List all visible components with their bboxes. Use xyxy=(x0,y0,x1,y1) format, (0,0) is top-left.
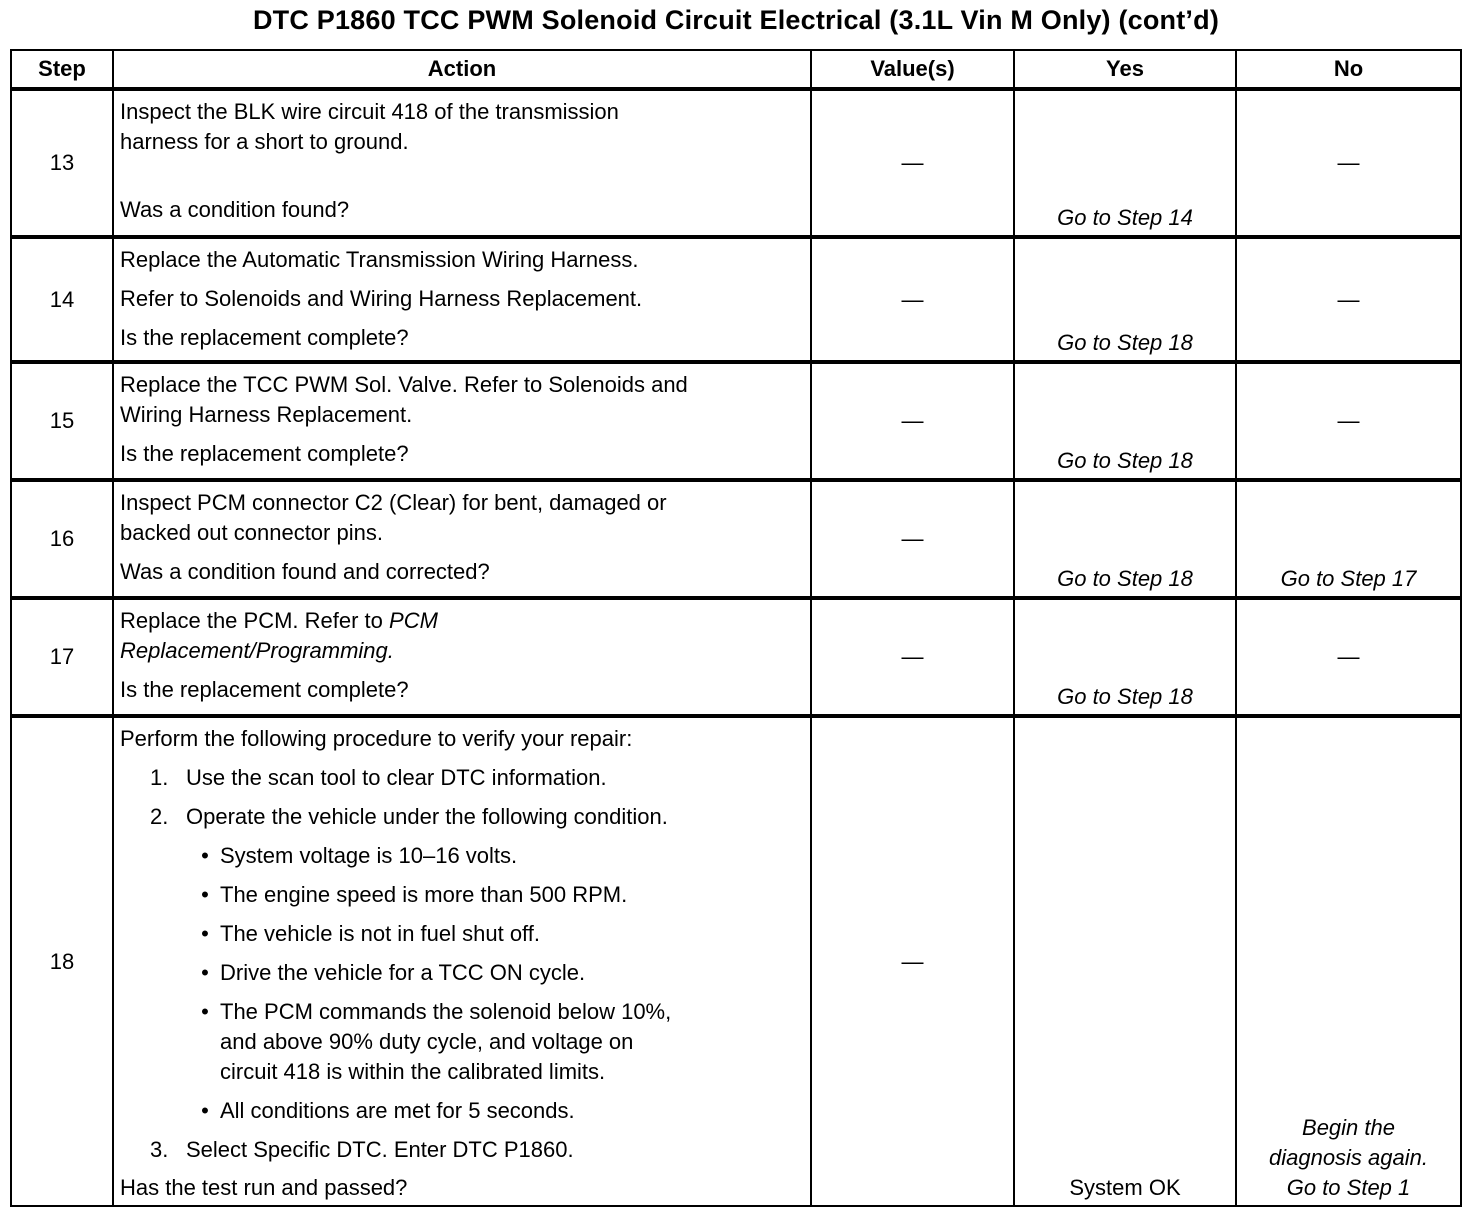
values-cell: — xyxy=(811,362,1014,480)
bullet-icon: • xyxy=(201,999,209,1024)
values-cell: — xyxy=(811,598,1014,716)
values-cell: — xyxy=(811,237,1014,362)
table-row xyxy=(11,598,1461,716)
item-number: 2. xyxy=(150,804,169,829)
no-cell: — xyxy=(1236,362,1461,480)
yes-cell: Go to Step 18 xyxy=(1014,237,1236,362)
diagnostic-table xyxy=(10,49,1462,1207)
action-question: Is the replacement complete? xyxy=(120,677,409,702)
action-cell xyxy=(113,89,811,237)
bullet-icon: • xyxy=(201,843,209,868)
bullet-text: The engine speed is more than 500 RPM. xyxy=(220,882,628,907)
table-header-row xyxy=(11,50,1461,89)
action-question: Was a condition found and corrected? xyxy=(120,559,490,584)
table-row xyxy=(11,480,1461,598)
action-reference: PCM xyxy=(389,608,438,633)
action-question: Is the replacement complete? xyxy=(120,441,409,466)
bullet-item xyxy=(120,997,804,1087)
bullet-icon: • xyxy=(201,882,209,907)
bullet-text: The vehicle is not in fuel shut off. xyxy=(220,921,540,946)
action-text: Perform the following procedure to verify your repair: xyxy=(120,726,633,751)
values-cell: — xyxy=(811,480,1014,598)
action-reference: Replacement/Programming. xyxy=(120,638,394,663)
yes-cell: Go to Step 14 xyxy=(1014,89,1236,237)
bullet-icon: • xyxy=(201,1098,209,1123)
bullet-text: Drive the vehicle for a TCC ON cycle. xyxy=(220,960,586,985)
no-cell: — xyxy=(1236,598,1461,716)
numbered-item xyxy=(120,802,804,832)
item-text: Select Specific DTC. Enter DTC P1860. xyxy=(186,1137,574,1162)
bullet-item xyxy=(120,880,804,910)
action-text: Inspect PCM connector C2 (Clear) for bent, damaged or xyxy=(120,490,667,515)
table-row xyxy=(11,362,1461,480)
bullet-icon: • xyxy=(201,960,209,985)
no-text-line: Go to Step 1 xyxy=(1286,1175,1411,1200)
step-number: 16 xyxy=(11,480,113,598)
item-number: 3. xyxy=(150,1137,169,1162)
header-yes: Yes xyxy=(1014,50,1236,89)
table-row xyxy=(11,89,1461,237)
action-text: Refer to Solenoids and Wiring Harness Replacement. xyxy=(120,286,643,311)
step-number: 17 xyxy=(11,598,113,716)
action-cell xyxy=(113,237,811,362)
header-step: Step xyxy=(11,50,113,89)
bullet-item xyxy=(120,841,804,871)
action-text: Inspect the BLK wire circuit 418 of the transmission xyxy=(120,99,619,124)
no-cell: — xyxy=(1236,237,1461,362)
values-cell: — xyxy=(811,89,1014,237)
item-text: Operate the vehicle under the following condition. xyxy=(186,804,668,829)
bullet-text-line: The PCM commands the solenoid below 10%, xyxy=(220,999,672,1024)
header-values: Value(s) xyxy=(811,50,1014,89)
no-text-line: Begin the xyxy=(1302,1115,1395,1140)
action-question: Is the replacement complete? xyxy=(120,325,409,350)
numbered-item xyxy=(120,1135,804,1165)
no-cell: Go to Step 17 xyxy=(1236,480,1461,598)
bullet-item xyxy=(120,919,804,949)
page-title: DTC P1860 TCC PWM Solenoid Circuit Electrical (3.1L Vin M Only) (cont’d) xyxy=(252,5,1220,35)
header-action: Action xyxy=(113,50,811,89)
bullet-text: System voltage is 10–16 volts. xyxy=(220,843,518,868)
action-text: harness for a short to ground. xyxy=(120,129,409,154)
bullet-text: All conditions are met for 5 seconds. xyxy=(220,1098,575,1123)
numbered-item xyxy=(120,763,804,793)
table-row xyxy=(11,237,1461,362)
bullet-item xyxy=(120,958,804,988)
yes-cell: Go to Step 18 xyxy=(1014,362,1236,480)
bullet-icon: • xyxy=(201,921,209,946)
step-number: 18 xyxy=(11,716,113,1206)
bullet-item xyxy=(120,1096,804,1126)
item-number: 1. xyxy=(150,765,169,790)
action-cell xyxy=(113,598,811,716)
action-cell xyxy=(113,480,811,598)
action-question: Has the test run and passed? xyxy=(120,1175,408,1200)
action-text: Wiring Harness Replacement. xyxy=(120,402,413,427)
action-text: backed out connector pins. xyxy=(120,520,383,545)
no-cell: — xyxy=(1236,89,1461,237)
step-number: 15 xyxy=(11,362,113,480)
table-row xyxy=(11,716,1461,1206)
bullet-text-line: circuit 418 is within the calibrated limits. xyxy=(220,1059,606,1084)
step-number: 13 xyxy=(11,89,113,237)
action-text xyxy=(120,606,804,636)
header-no: No xyxy=(1236,50,1461,89)
action-cell xyxy=(113,362,811,480)
step-number: 14 xyxy=(11,237,113,362)
no-cell xyxy=(1236,716,1461,1206)
action-text: Replace the TCC PWM Sol. Valve. Refer to Solenoids and xyxy=(120,372,688,397)
action-text-prefix: Replace the PCM. Refer to xyxy=(120,608,390,633)
yes-cell: Go to Step 18 xyxy=(1014,598,1236,716)
action-text: Replace the Automatic Transmission Wiring Harness. xyxy=(120,247,639,272)
yes-cell: Go to Step 18 xyxy=(1014,480,1236,598)
yes-cell: System OK xyxy=(1014,716,1236,1206)
action-question: Was a condition found? xyxy=(120,197,350,222)
action-cell xyxy=(113,716,811,1206)
bullet-text-line: and above 90% duty cycle, and voltage on xyxy=(220,1029,634,1054)
item-text: Use the scan tool to clear DTC information. xyxy=(186,765,607,790)
values-cell: — xyxy=(811,716,1014,1206)
no-text-line: diagnosis again. xyxy=(1268,1145,1428,1170)
bullet-text xyxy=(220,997,804,1087)
